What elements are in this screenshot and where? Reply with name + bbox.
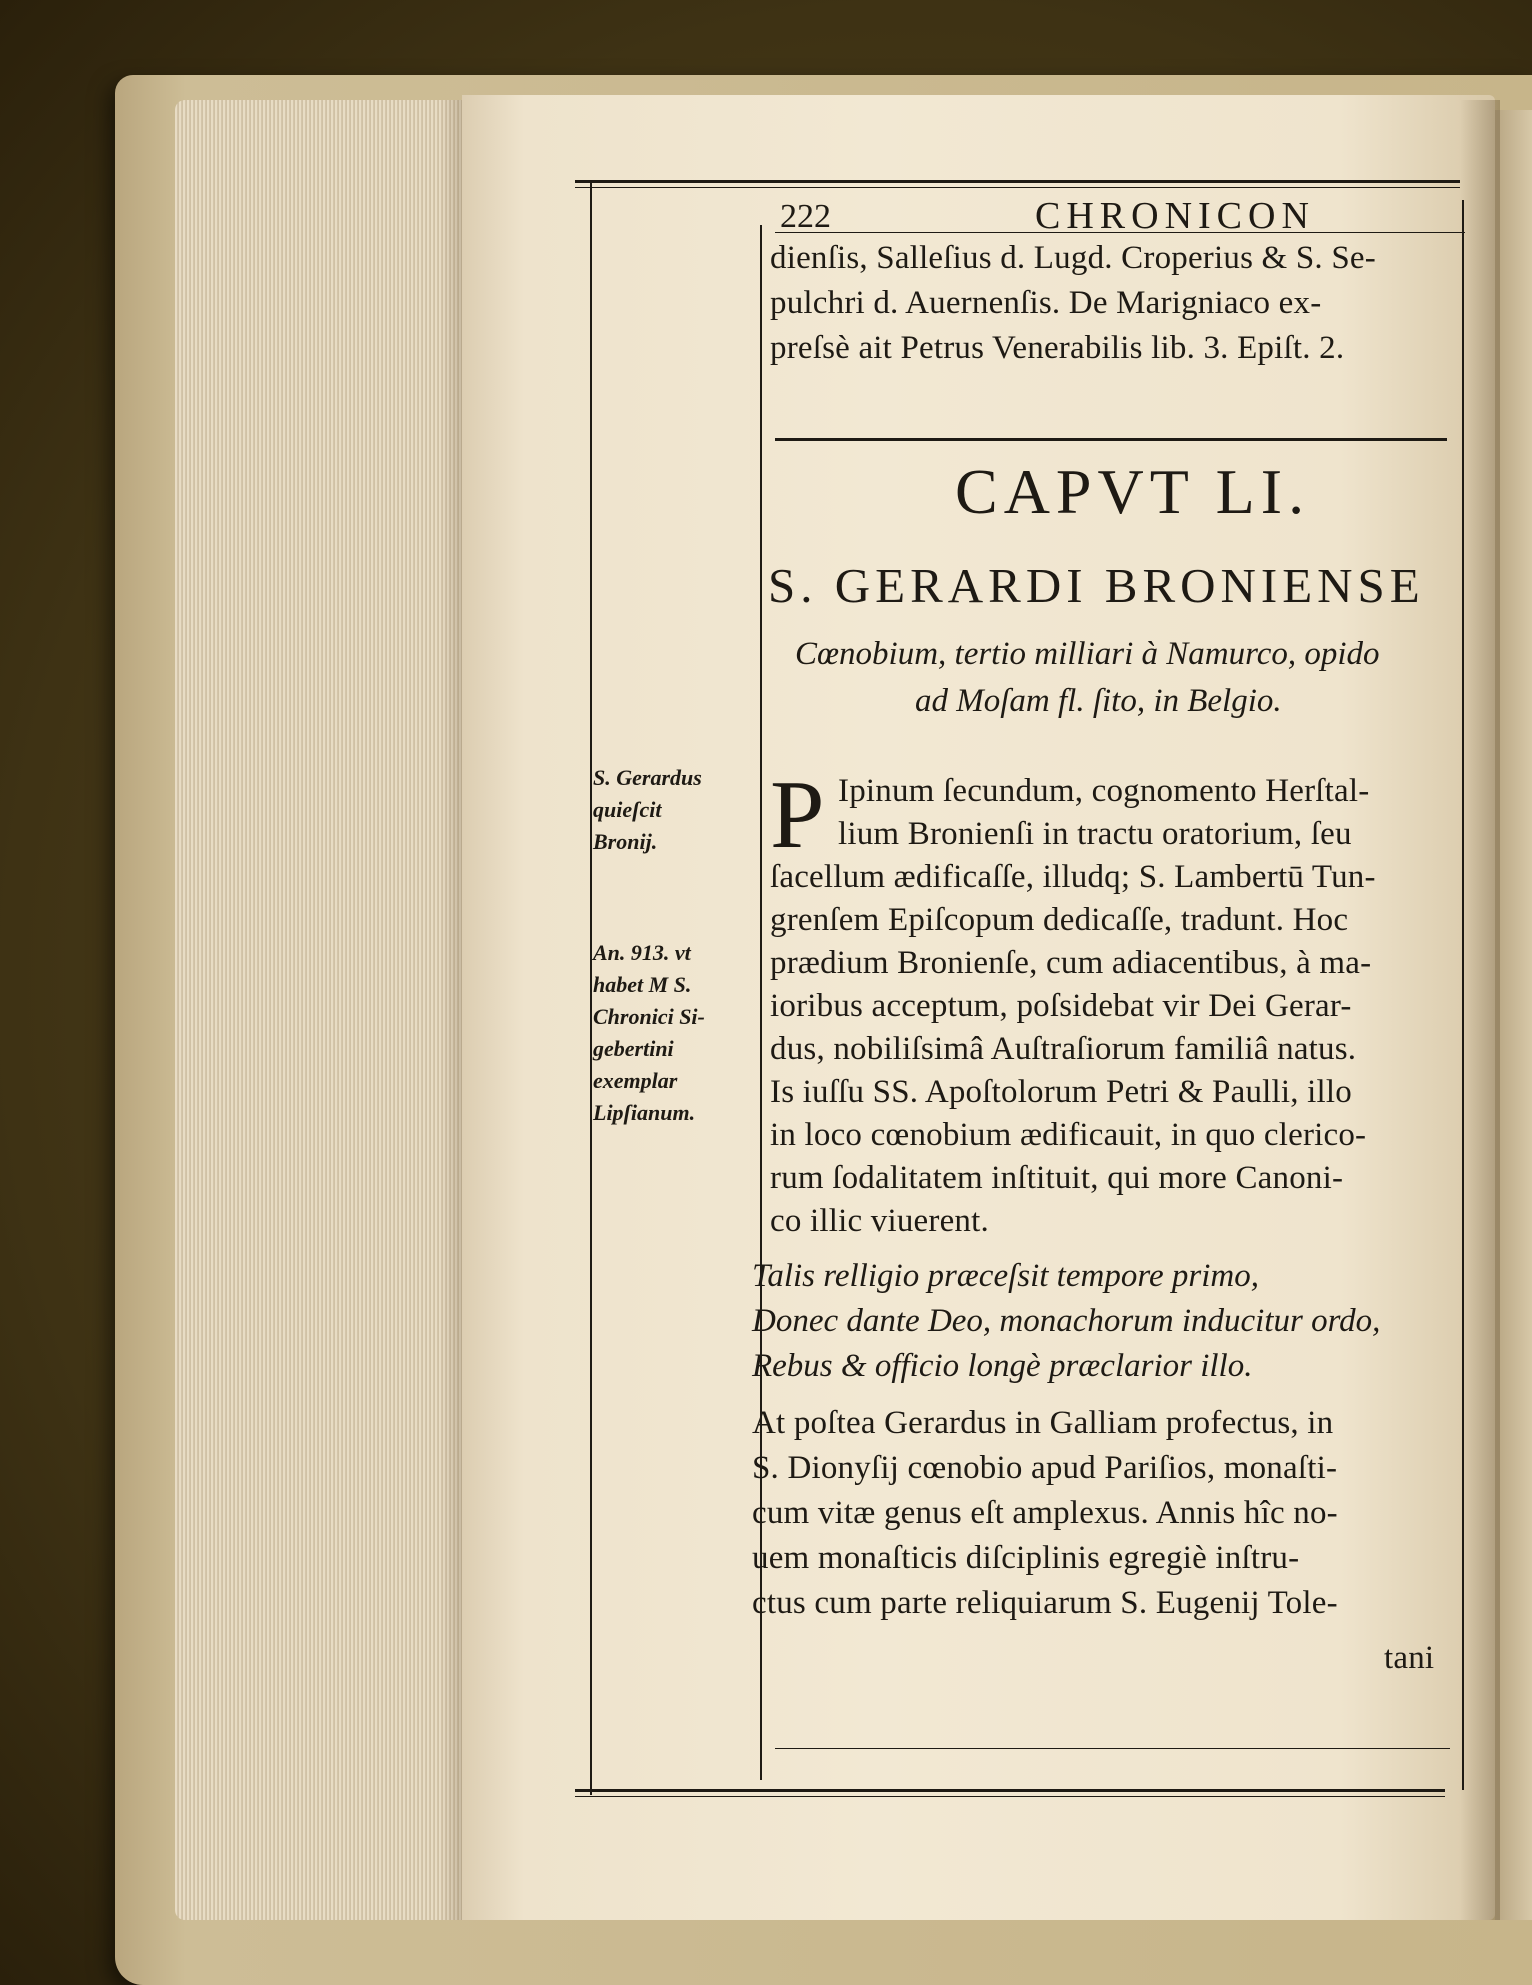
margin-note-line: gebertini — [593, 1036, 674, 1061]
frame-bottom-rule-thin — [575, 1796, 1445, 1797]
margin-note-line: Chronici Si- — [593, 1004, 705, 1029]
text-line: lium Bronienſi in tractu oratorium, ſeu — [838, 816, 1352, 852]
chapter-subtitle-line: ad Moſam fl. ſito, in Belgio. — [915, 683, 1282, 719]
text-line: prædium Bronienſe, cum adiacentibus, à ma- — [770, 945, 1372, 981]
frame-left-rule — [590, 180, 592, 1795]
frame-top-rule-thin — [575, 187, 1460, 188]
text-line: grenſem Epiſcopum dedicaſſe, tradunt. Hoc — [770, 902, 1349, 938]
frame-top-rule — [575, 180, 1460, 183]
text-line: pulchri d. Auernenſis. De Marigniaco ex- — [770, 285, 1322, 321]
verse-line: Talis relligio præceſsit tempore primo, — [752, 1258, 1259, 1294]
margin-note-line: exemplar — [593, 1068, 678, 1093]
text-line: cum vitæ genus eſt amplexus. Annis hîc no- — [752, 1495, 1338, 1531]
verse-line: Rebus & officio longè præclarior illo. — [752, 1348, 1253, 1384]
section-separator-rule — [775, 438, 1447, 441]
page-edges — [175, 100, 473, 1920]
frame-bottom-rule — [575, 1789, 1445, 1792]
margin-note-line: quieſcit — [593, 797, 662, 822]
text-line: dienſis, Salleſius d. Lugd. Croperius & S. Se- — [770, 240, 1376, 276]
text-line: ioribus acceptum, poſsidebat vir Dei Gerar- — [770, 988, 1352, 1024]
text-line: At poſtea Gerardus in Galliam profectus, in — [752, 1405, 1334, 1441]
text-line: ſacellum ædificaſſe, illudq; S. Lambertū Tun- — [770, 859, 1376, 895]
text-line: S. Dionyſij cœnobio apud Pariſios, monaſti- — [752, 1450, 1338, 1486]
margin-note-line: Lipſianum. — [593, 1100, 696, 1125]
chapter-subtitle-line: Cœnobium, tertio milliari à Namurco, opido — [795, 636, 1380, 672]
chapter-title: CAPVT LI. — [955, 456, 1311, 527]
text-line: in loco cœnobium ædificauit, in quo clerico- — [770, 1117, 1367, 1153]
running-title: CHRONICON — [1035, 195, 1315, 237]
margin-note-line: An. 913. vt — [593, 940, 691, 965]
catchword: tani — [1384, 1640, 1435, 1676]
chapter-heading: S. GERARDI BRONIENSE — [768, 558, 1425, 613]
frame-right-rule — [1462, 200, 1464, 1790]
text-line: ctus cum parte reliquiarum S. Eugenij Tole- — [752, 1585, 1338, 1621]
margin-note-line: habet M S. — [593, 972, 692, 997]
text-line: rum ſodalitatem inſtituit, qui more Canoni- — [770, 1160, 1344, 1196]
gutter-shadow — [1460, 100, 1500, 1920]
page-number: 222 — [780, 198, 831, 235]
margin-note-line: S. Gerardus — [593, 765, 702, 790]
drop-cap: P — [770, 761, 825, 869]
text-line: dus, nobiliſsimâ Auſtraſiorum familiâ natus. — [770, 1031, 1357, 1067]
text-line: uem monaſticis diſciplinis egregiè inſtru- — [752, 1540, 1300, 1576]
text-line: Ipinum ſecundum, cognomento Herſtal- — [838, 773, 1370, 809]
text-line: preſsè ait Petrus Venerabilis lib. 3. Epiſt. 2. — [770, 330, 1345, 366]
facing-page-edge — [1495, 110, 1532, 1920]
text-line: co illic viuerent. — [770, 1203, 989, 1239]
footer-rule — [775, 1748, 1450, 1749]
text-line: Is iuſſu SS. Apoſtolorum Petri & Paulli, illo — [770, 1074, 1352, 1110]
margin-note-line: Bronij. — [593, 829, 658, 854]
verse-line: Donec dante Deo, monachorum inducitur ordo, — [752, 1303, 1381, 1339]
